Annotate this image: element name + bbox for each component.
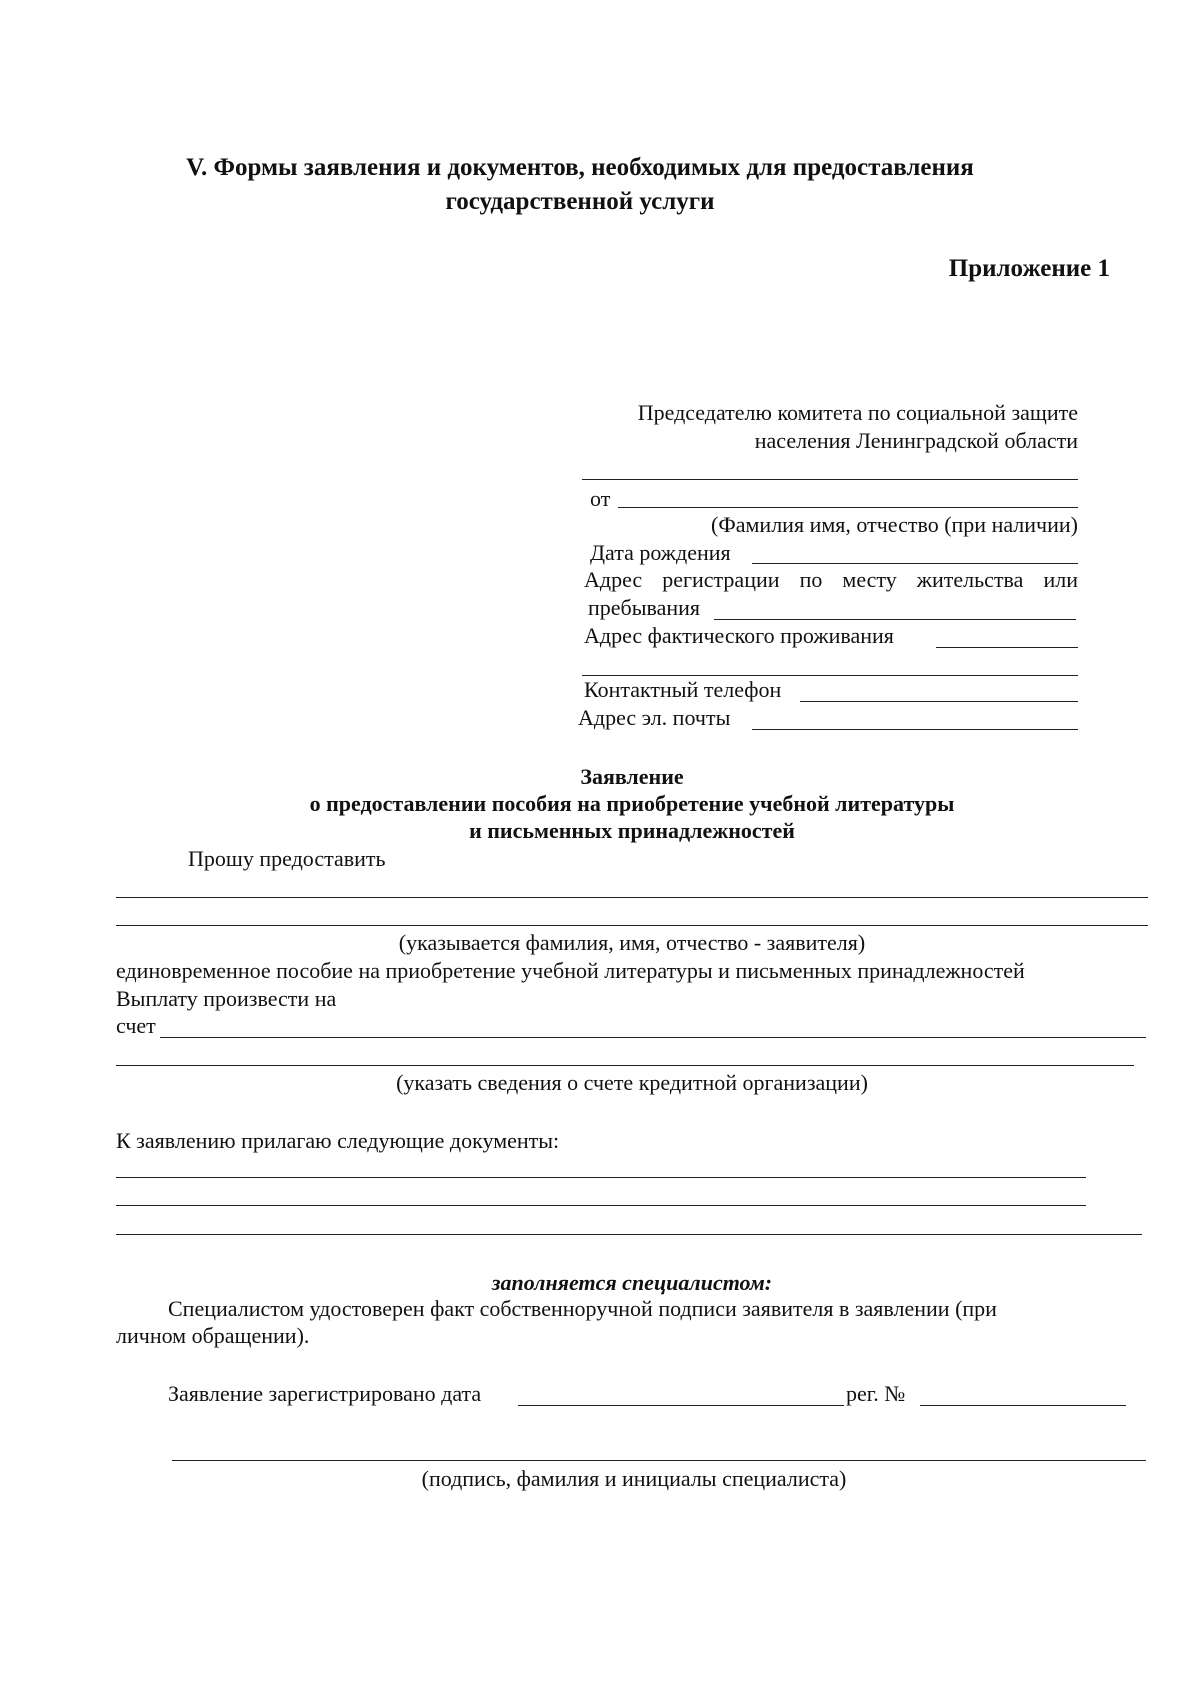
appendix-label: Приложение 1 xyxy=(948,255,1110,282)
section-title-line2: государственной услуги xyxy=(445,188,715,215)
registration-address-line2: пребывания xyxy=(588,595,701,620)
attachments-field-line3[interactable] xyxy=(116,1234,1142,1235)
application-subheading-line2: и письменных принадлежностей xyxy=(469,818,795,843)
phone-field-line[interactable] xyxy=(800,701,1078,702)
request-label: Прошу предоставить xyxy=(188,846,386,871)
applicant-hint: (указывается фамилия, имя, отчество - заявителя) xyxy=(398,930,866,955)
account-hint: (указать сведения о счете кредитной организации) xyxy=(396,1070,868,1095)
signature-hint: (подпись, фамилия и инициалы специалиста) xyxy=(421,1466,847,1491)
actual-address-field-line1[interactable] xyxy=(936,647,1078,648)
from-field-line[interactable] xyxy=(618,507,1078,508)
application-heading: Заявление xyxy=(580,764,684,789)
attachments-label: К заявлению прилагаю следующие документы: xyxy=(116,1128,560,1153)
birth-date-label: Дата рождения xyxy=(590,540,731,565)
benefit-text: единовременное пособие на приобретение учебной литературы и письменных принадлежностей xyxy=(116,958,1025,983)
specialist-heading: заполняется специалистом: xyxy=(491,1270,773,1295)
birth-date-field-line[interactable] xyxy=(752,563,1078,564)
addressee-line2: населения Ленинградской области xyxy=(754,428,1078,453)
registration-address-field-line[interactable] xyxy=(714,619,1076,620)
actual-address-field-line2[interactable] xyxy=(582,675,1078,676)
from-label: от xyxy=(590,486,611,511)
account-field-line2[interactable] xyxy=(116,1065,1134,1066)
reg-number-label: рег. № xyxy=(846,1381,906,1406)
email-field-line[interactable] xyxy=(752,729,1078,730)
addressee-line1: Председателю комитета по социальной защите xyxy=(637,400,1078,425)
addressee-blank-line[interactable] xyxy=(582,479,1078,480)
specialist-verify-line2: личном обращении). xyxy=(116,1323,310,1348)
application-subheading-line1: о предоставлении пособия на приобретение учебной литературы xyxy=(309,791,955,816)
specialist-verify-line1: Специалистом удостоверен факт собственноручной подписи заявителя в заявлении (при xyxy=(168,1296,997,1321)
registered-label: Заявление зарегистрировано дата xyxy=(168,1381,482,1406)
registration-address-line1: Адрес регистрации по месту жительства или xyxy=(584,567,1078,592)
attachments-field-line2[interactable] xyxy=(116,1205,1086,1206)
account-label: счет xyxy=(116,1013,156,1038)
section-title-line1: V. Формы заявления и документов, необходимых для предоставления xyxy=(186,154,974,181)
fio-hint: (Фамилия имя, отчество (при наличии) xyxy=(711,512,1078,537)
request-field-line1[interactable] xyxy=(116,897,1148,898)
reg-number-field-line[interactable] xyxy=(920,1405,1126,1406)
phone-label: Контактный телефон xyxy=(584,677,782,702)
request-field-line2[interactable] xyxy=(116,925,1148,926)
signature-field-line[interactable] xyxy=(172,1460,1146,1461)
attachments-field-line1[interactable] xyxy=(116,1177,1086,1178)
email-label: Адрес эл. почты xyxy=(578,705,731,730)
registration-date-field-line[interactable] xyxy=(518,1405,844,1406)
actual-address-label: Адрес фактического проживания xyxy=(584,623,894,648)
payment-label: Выплату произвести на xyxy=(116,986,337,1011)
account-field-line1[interactable] xyxy=(160,1037,1146,1038)
